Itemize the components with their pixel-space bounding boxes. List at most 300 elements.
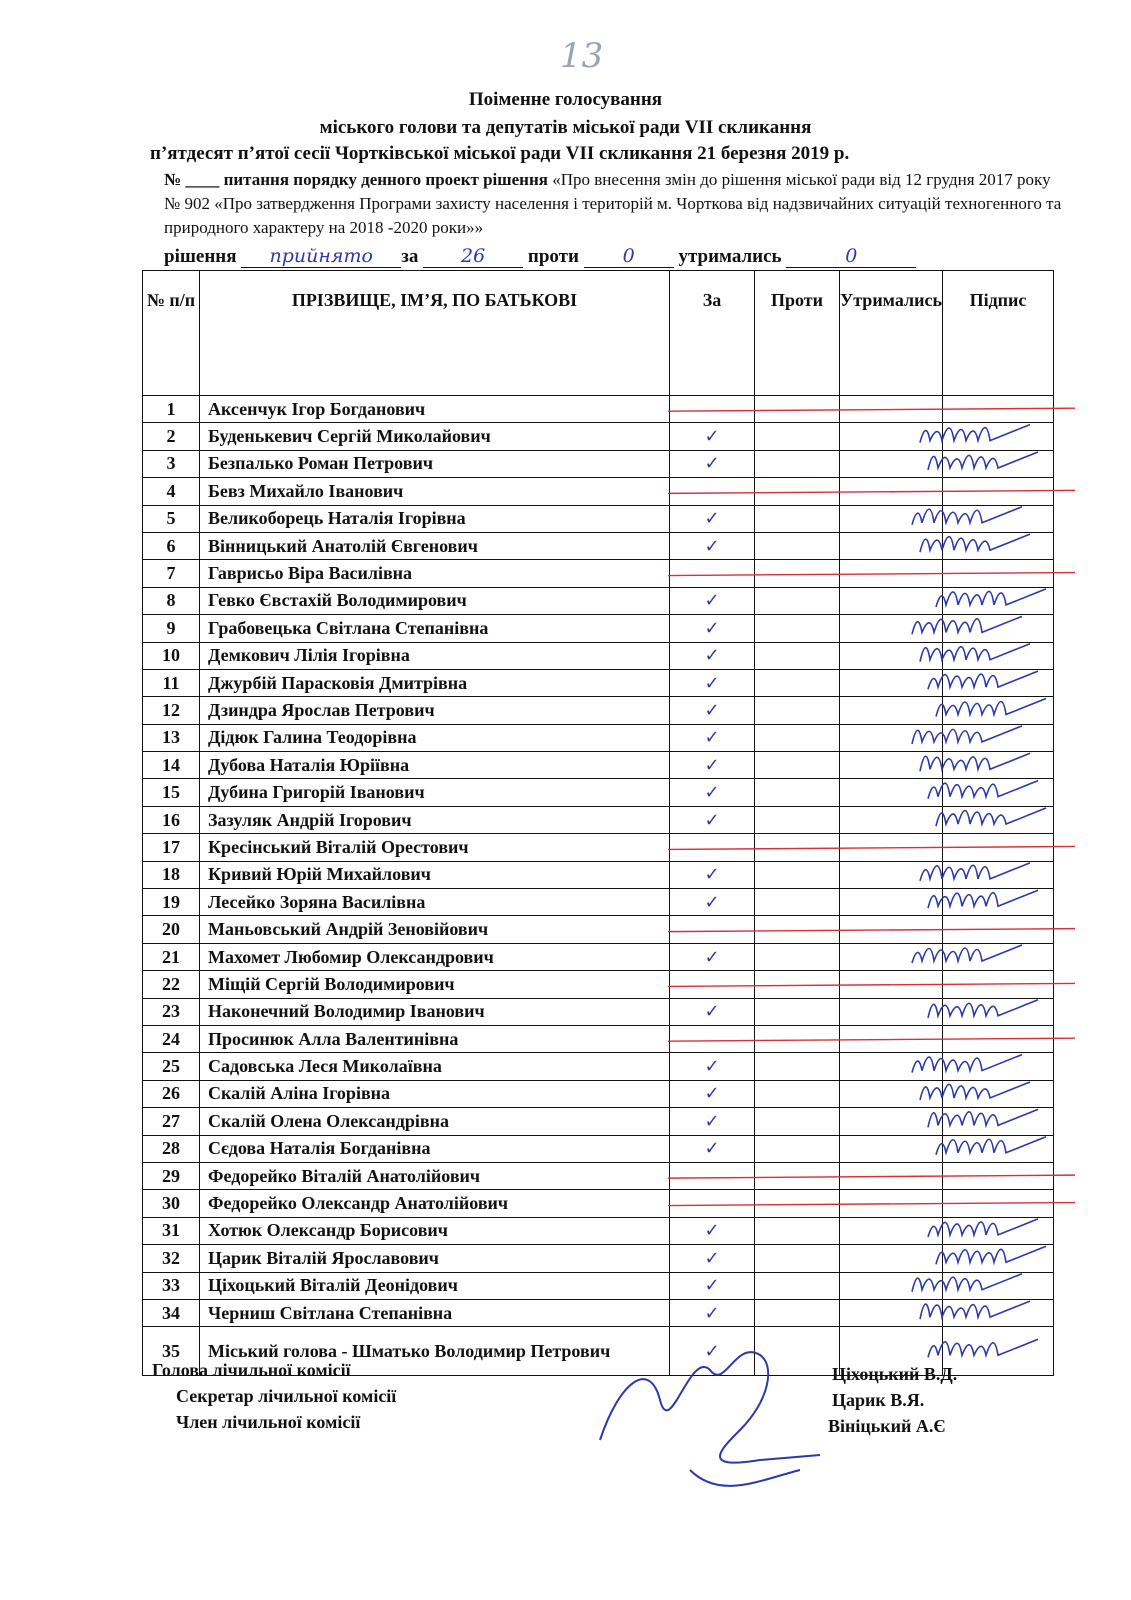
table-row	[143, 834, 1054, 861]
row-number: 31	[143, 1217, 200, 1244]
check-mark-icon: ✓	[704, 1340, 720, 1362]
row-against-cell	[755, 1327, 840, 1376]
row-against-cell	[755, 779, 840, 806]
row-number: 34	[143, 1299, 200, 1326]
row-signature-cell	[943, 1080, 1054, 1107]
table-row	[143, 1245, 1054, 1272]
table-row	[143, 450, 1054, 477]
for-count: 26	[423, 245, 523, 268]
decision-label: рішення	[164, 246, 237, 267]
vote-table	[142, 270, 1054, 1376]
table-row	[143, 560, 1054, 587]
row-name: Царик Віталій Ярославович	[200, 1245, 670, 1272]
table-row	[143, 1190, 1054, 1217]
row-name: Дзиндра Ярослав Петрович	[200, 697, 670, 724]
row-signature-cell	[943, 587, 1054, 614]
check-mark-icon: ✓	[704, 508, 720, 530]
row-abstain-cell	[840, 806, 943, 833]
row-against-cell	[755, 724, 840, 751]
row-name: Махомет Любомир Олександрович	[200, 943, 670, 970]
row-number: 35	[143, 1327, 200, 1376]
row-signature-cell	[943, 806, 1054, 833]
row-name: Гаврисьо Віра Василівна	[200, 560, 670, 587]
row-against-cell	[755, 1025, 840, 1052]
row-name: Скалій Аліна Ігорівна	[200, 1080, 670, 1107]
row-name: Скалій Олена Олександрівна	[200, 1108, 670, 1135]
row-abstain-cell	[840, 779, 943, 806]
row-abstain-cell	[840, 642, 943, 669]
secretary-label: Секретар лічильної комісії	[176, 1386, 397, 1406]
row-number: 20	[143, 916, 200, 943]
row-name: Дубина Григорій Іванович	[200, 779, 670, 806]
row-abstain-cell	[840, 587, 943, 614]
row-signature-cell	[943, 916, 1054, 943]
chair-name: Ціхоцький В.Д.	[832, 1364, 958, 1384]
row-for-cell	[670, 916, 755, 943]
row-name: Хотюк Олександр Борисович	[200, 1217, 670, 1244]
row-number: 17	[143, 834, 200, 861]
row-for-cell	[670, 396, 755, 423]
row-abstain-cell	[840, 450, 943, 477]
row-signature-cell	[943, 642, 1054, 669]
row-name: Бевз Михайло Іванович	[200, 478, 670, 505]
row-number: 29	[143, 1162, 200, 1189]
row-against-cell	[755, 752, 840, 779]
row-name: Просинюк Алла Валентинівна	[200, 1025, 670, 1052]
row-abstain-cell	[840, 943, 943, 970]
abstain-count: 0	[786, 245, 916, 268]
table-row	[143, 889, 1054, 916]
table-row	[143, 532, 1054, 559]
row-abstain-cell	[840, 1080, 943, 1107]
row-for-cell	[670, 615, 755, 642]
row-number: 18	[143, 861, 200, 888]
check-mark-icon: ✓	[704, 1302, 720, 1324]
table-row	[143, 1299, 1054, 1326]
row-name: Міський голова - Шматько Володимир Петрович	[200, 1327, 670, 1376]
row-number: 19	[143, 889, 200, 916]
table-row	[143, 396, 1054, 423]
row-for-cell	[670, 1217, 755, 1244]
row-abstain-cell	[840, 505, 943, 532]
header-signature: Підпис	[943, 271, 1054, 396]
row-number: 8	[143, 587, 200, 614]
row-abstain-cell	[840, 1108, 943, 1135]
row-against-cell	[755, 478, 840, 505]
row-number: 4	[143, 478, 200, 505]
check-mark-icon: ✓	[704, 754, 720, 776]
row-against-cell	[755, 697, 840, 724]
row-against-cell	[755, 998, 840, 1025]
check-mark-icon: ✓	[704, 1083, 720, 1105]
row-signature-cell	[943, 1135, 1054, 1162]
row-name: Садовська Леся Миколаївна	[200, 1053, 670, 1080]
row-name: Черниш Світлана Степанівна	[200, 1299, 670, 1326]
table-row	[143, 1108, 1054, 1135]
row-signature-cell	[943, 532, 1054, 559]
abstain-label: утримались	[678, 246, 782, 267]
row-signature-cell	[943, 752, 1054, 779]
row-number: 10	[143, 642, 200, 669]
row-name: Джурбій Парасковія Дмитрівна	[200, 669, 670, 696]
row-against-cell	[755, 806, 840, 833]
row-signature-cell	[943, 779, 1054, 806]
row-for-cell	[670, 1190, 755, 1217]
row-number: 21	[143, 943, 200, 970]
row-number: 1	[143, 396, 200, 423]
row-abstain-cell	[840, 478, 943, 505]
member-name: Вініцький А.Є	[828, 1416, 946, 1436]
row-for-cell	[670, 1025, 755, 1052]
row-abstain-cell	[840, 916, 943, 943]
table-row	[143, 1053, 1054, 1080]
check-mark-icon: ✓	[704, 645, 720, 667]
row-against-cell	[755, 861, 840, 888]
row-signature-cell	[943, 1217, 1054, 1244]
table-row	[143, 1217, 1054, 1244]
table-row	[143, 752, 1054, 779]
row-number: 24	[143, 1025, 200, 1052]
row-abstain-cell	[840, 724, 943, 751]
row-signature-cell	[943, 861, 1054, 888]
check-mark-icon: ✓	[704, 1110, 720, 1132]
table-row	[143, 724, 1054, 751]
row-against-cell	[755, 1135, 840, 1162]
agenda-prefix: № ____ питання порядку денного проект рішення	[164, 170, 548, 189]
row-signature-cell	[943, 889, 1054, 916]
row-against-cell	[755, 1080, 840, 1107]
row-name: Кресінський Віталій Орестович	[200, 834, 670, 861]
row-name: Грабовецька Світлана Степанівна	[200, 615, 670, 642]
row-for-cell	[670, 971, 755, 998]
row-signature-cell	[943, 615, 1054, 642]
row-abstain-cell	[840, 396, 943, 423]
check-mark-icon: ✓	[704, 699, 720, 721]
row-number: 23	[143, 998, 200, 1025]
header-against: Проти	[755, 271, 840, 396]
row-name: Наконечний Володимир Іванович	[200, 998, 670, 1025]
row-against-cell	[755, 1299, 840, 1326]
check-mark-icon: ✓	[704, 535, 720, 557]
check-mark-icon: ✓	[704, 672, 720, 694]
row-against-cell	[755, 889, 840, 916]
row-name: Кривий Юрій Михайлович	[200, 861, 670, 888]
table-row	[143, 916, 1054, 943]
row-for-cell	[670, 1245, 755, 1272]
row-abstain-cell	[840, 1025, 943, 1052]
table-row	[143, 587, 1054, 614]
secretary-name: Царик В.Я.	[832, 1390, 925, 1410]
check-mark-icon: ✓	[704, 590, 720, 612]
table-row	[143, 697, 1054, 724]
vote-table-body	[143, 396, 1054, 1376]
row-name: Гевко Євстахій Володимирович	[200, 587, 670, 614]
row-abstain-cell	[840, 889, 943, 916]
document-subtitle: міського голови та депутатів міської ради VII скликання	[319, 117, 812, 138]
row-name: Федорейко Віталій Анатолійович	[200, 1162, 670, 1189]
row-number: 15	[143, 779, 200, 806]
check-mark-icon: ✓	[704, 453, 720, 475]
row-for-cell	[670, 532, 755, 559]
header-for: За	[670, 271, 755, 396]
row-against-cell	[755, 1217, 840, 1244]
row-for-cell	[670, 724, 755, 751]
row-for-cell	[670, 450, 755, 477]
row-for-cell	[670, 943, 755, 970]
row-signature-cell	[943, 1025, 1054, 1052]
header-abstain: Утримались	[840, 271, 943, 396]
row-signature-cell	[943, 998, 1054, 1025]
row-against-cell	[755, 423, 840, 450]
check-mark-icon: ✓	[704, 1275, 720, 1297]
row-number: 9	[143, 615, 200, 642]
table-row	[143, 943, 1054, 970]
row-for-cell	[670, 1162, 755, 1189]
row-signature-cell	[943, 1053, 1054, 1080]
row-signature-cell	[943, 1299, 1054, 1326]
row-against-cell	[755, 1272, 840, 1299]
row-number: 26	[143, 1080, 200, 1107]
table-row	[143, 779, 1054, 806]
row-against-cell	[755, 1108, 840, 1135]
row-number: 3	[143, 450, 200, 477]
row-against-cell	[755, 587, 840, 614]
against-label: проти	[527, 246, 579, 267]
row-name: Ціхоцький Віталій Деонідович	[200, 1272, 670, 1299]
check-mark-icon: ✓	[704, 1220, 720, 1242]
row-name: Демкович Лілія Ігорівна	[200, 642, 670, 669]
row-number: 16	[143, 806, 200, 833]
row-abstain-cell	[840, 861, 943, 888]
row-number: 11	[143, 669, 200, 696]
row-signature-cell	[943, 1327, 1054, 1376]
row-signature-cell	[943, 971, 1054, 998]
table-row	[143, 1025, 1054, 1052]
row-for-cell	[670, 478, 755, 505]
page-number: 13	[560, 36, 604, 76]
row-against-cell	[755, 396, 840, 423]
row-signature-cell	[943, 423, 1054, 450]
for-label: за	[401, 246, 419, 267]
row-against-cell	[755, 916, 840, 943]
header-name: ПРІЗВИЩЕ, ІМ’Я, ПО БАТЬКОВІ	[200, 271, 670, 396]
against-count: 0	[584, 245, 674, 268]
row-abstain-cell	[840, 834, 943, 861]
row-number: 7	[143, 560, 200, 587]
row-abstain-cell	[840, 423, 943, 450]
row-signature-cell	[943, 943, 1054, 970]
row-number: 14	[143, 752, 200, 779]
row-for-cell	[670, 998, 755, 1025]
row-name: Великоборець Наталія Ігорівна	[200, 505, 670, 532]
row-number: 27	[143, 1108, 200, 1135]
row-name: Федорейко Олександр Анатолійович	[200, 1190, 670, 1217]
check-mark-icon: ✓	[704, 1001, 720, 1023]
row-name: Сєдова Наталія Богданівна	[200, 1135, 670, 1162]
check-mark-icon: ✓	[704, 727, 720, 749]
decision-line	[164, 245, 1064, 268]
row-signature-cell	[943, 1272, 1054, 1299]
row-number: 33	[143, 1272, 200, 1299]
row-for-cell	[670, 834, 755, 861]
row-name: Міщій Сергій Володимирович	[200, 971, 670, 998]
row-number: 5	[143, 505, 200, 532]
row-against-cell	[755, 505, 840, 532]
table-header-row	[143, 271, 1054, 396]
table-row	[143, 642, 1054, 669]
row-signature-cell	[943, 450, 1054, 477]
row-for-cell	[670, 560, 755, 587]
row-signature-cell	[943, 560, 1054, 587]
row-name: Дідюк Галина Теодорівна	[200, 724, 670, 751]
row-number: 22	[143, 971, 200, 998]
member-label: Член лічильної комісії	[176, 1412, 361, 1432]
row-name: Зазуляк Андрій Ігорович	[200, 806, 670, 833]
agenda-item	[164, 168, 1064, 240]
check-mark-icon: ✓	[704, 891, 720, 913]
row-against-cell	[755, 669, 840, 696]
row-against-cell	[755, 560, 840, 587]
row-signature-cell	[943, 1190, 1054, 1217]
row-against-cell	[755, 532, 840, 559]
row-for-cell	[670, 779, 755, 806]
row-for-cell	[670, 752, 755, 779]
check-mark-icon: ✓	[704, 617, 720, 639]
row-abstain-cell	[840, 697, 943, 724]
row-name: Буденькевич Сергій Миколайович	[200, 423, 670, 450]
table-row	[143, 505, 1054, 532]
row-against-cell	[755, 450, 840, 477]
row-abstain-cell	[840, 1162, 943, 1189]
row-signature-cell	[943, 724, 1054, 751]
row-abstain-cell	[840, 560, 943, 587]
row-for-cell	[670, 697, 755, 724]
row-for-cell	[670, 1108, 755, 1135]
row-signature-cell	[943, 1245, 1054, 1272]
table-row	[143, 478, 1054, 505]
row-against-cell	[755, 1245, 840, 1272]
row-against-cell	[755, 1162, 840, 1189]
row-against-cell	[755, 1053, 840, 1080]
row-against-cell	[755, 615, 840, 642]
row-abstain-cell	[840, 1299, 943, 1326]
decision-value: прийнято	[241, 245, 401, 268]
row-abstain-cell	[840, 1217, 943, 1244]
row-signature-cell	[943, 669, 1054, 696]
row-abstain-cell	[840, 669, 943, 696]
row-for-cell	[670, 1080, 755, 1107]
row-against-cell	[755, 971, 840, 998]
row-for-cell	[670, 642, 755, 669]
table-row	[143, 423, 1054, 450]
row-for-cell	[670, 1327, 755, 1376]
chair-label: Голова лічильної комісії	[152, 1360, 351, 1380]
row-for-cell	[670, 861, 755, 888]
row-signature-cell	[943, 834, 1054, 861]
check-mark-icon: ✓	[704, 1247, 720, 1269]
row-abstain-cell	[840, 1135, 943, 1162]
table-row	[143, 806, 1054, 833]
check-mark-icon: ✓	[704, 1056, 720, 1078]
check-mark-icon: ✓	[704, 426, 720, 448]
check-mark-icon: ✓	[704, 1138, 720, 1160]
row-name: Аксенчук Ігор Богданович	[200, 396, 670, 423]
row-abstain-cell	[840, 752, 943, 779]
row-for-cell	[670, 423, 755, 450]
row-signature-cell	[943, 1108, 1054, 1135]
row-number: 13	[143, 724, 200, 751]
row-signature-cell	[943, 1162, 1054, 1189]
row-for-cell	[670, 587, 755, 614]
row-signature-cell	[943, 478, 1054, 505]
row-abstain-cell	[840, 998, 943, 1025]
row-against-cell	[755, 642, 840, 669]
row-for-cell	[670, 1272, 755, 1299]
row-abstain-cell	[840, 1272, 943, 1299]
row-for-cell	[670, 1053, 755, 1080]
table-row	[143, 1162, 1054, 1189]
row-against-cell	[755, 834, 840, 861]
row-number: 12	[143, 697, 200, 724]
row-for-cell	[670, 1135, 755, 1162]
row-name: Вінницький Анатолій Євгенович	[200, 532, 670, 559]
check-mark-icon: ✓	[704, 864, 720, 886]
row-for-cell	[670, 1299, 755, 1326]
table-row	[143, 971, 1054, 998]
row-name: Маньовський Андрій Зеновійович	[200, 916, 670, 943]
row-number: 2	[143, 423, 200, 450]
table-row	[143, 1272, 1054, 1299]
header-num: № п/п	[143, 271, 200, 396]
table-row	[143, 861, 1054, 888]
row-for-cell	[670, 806, 755, 833]
row-abstain-cell	[840, 971, 943, 998]
row-against-cell	[755, 943, 840, 970]
row-number: 32	[143, 1245, 200, 1272]
row-for-cell	[670, 889, 755, 916]
table-row	[143, 669, 1054, 696]
table-row	[143, 998, 1054, 1025]
table-row	[143, 1135, 1054, 1162]
table-row	[143, 1080, 1054, 1107]
row-for-cell	[670, 505, 755, 532]
check-mark-icon: ✓	[704, 782, 720, 804]
check-mark-icon: ✓	[704, 946, 720, 968]
table-row	[143, 615, 1054, 642]
row-abstain-cell	[840, 615, 943, 642]
row-number: 6	[143, 532, 200, 559]
row-name: Дубова Наталія Юріївна	[200, 752, 670, 779]
row-name: Безпалько Роман Петрович	[200, 450, 670, 477]
row-abstain-cell	[840, 1190, 943, 1217]
row-number: 28	[143, 1135, 200, 1162]
document-title: Поіменне голосування	[468, 89, 663, 110]
row-name: Лесейко Зоряна Василівна	[200, 889, 670, 916]
row-number: 25	[143, 1053, 200, 1080]
row-signature-cell	[943, 505, 1054, 532]
session-line: п’ятдесят п’ятої сесії Чортківської міської ради VII скликання 21 березня 2019 р.	[150, 143, 850, 164]
check-mark-icon: ✓	[704, 809, 720, 831]
row-abstain-cell	[840, 1053, 943, 1080]
row-for-cell	[670, 669, 755, 696]
agenda-text: «Про внесення змін до рішення міської ради від 12 грудня 2017 року № 902 «Про затвердження Програми захисту населення і територій м. Чорткова від надзвичайних ситуацій техногенного та природного характеру на 2018 -2020 роки»»	[164, 170, 1062, 237]
row-against-cell	[755, 1190, 840, 1217]
row-abstain-cell	[840, 532, 943, 559]
row-number: 30	[143, 1190, 200, 1217]
row-signature-cell	[943, 697, 1054, 724]
row-abstain-cell	[840, 1245, 943, 1272]
row-signature-cell	[943, 396, 1054, 423]
